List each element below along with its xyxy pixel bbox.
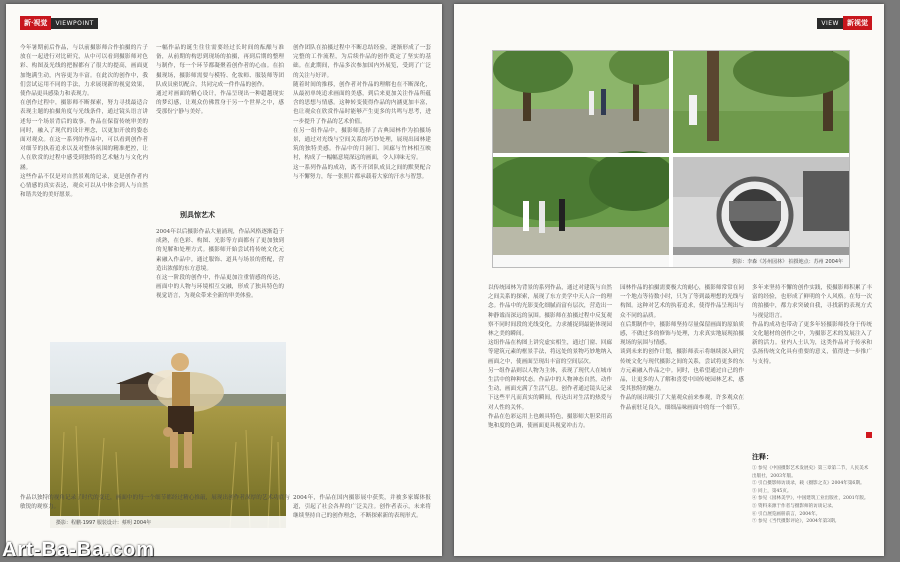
- photo-caption-left: 摄影：程鹏·1997 服装设计：蔡明 2004年: [50, 516, 286, 528]
- note-item: ② 引自摄影师访谈录，载《摄影之友》2004年第6期。: [752, 481, 865, 487]
- magazine-logo: [20, 16, 98, 30]
- note-item: ③ 同上，第45页。: [752, 488, 792, 494]
- text-column-3: 创作团队在拍摄过程中不断总结经验，逐渐形成了一套完整的工作流程，为后续作品的创作奠定了坚实的基础。在此期间，作品多次参加国内外展览，受到了广泛的关注与好评。 随着时间的推移，创作者对作品的理解也在不断深化，从最初单纯追求画面的美感，到后来更加关注作品所蕴含的思想与情感。这种转变使得作品的内涵更加丰富，也让观众在欣赏作品时能够产生更多的共鸣与思考，进一步提升了作品的艺术价值。 在另一组作品中，摄影师选择了古典园林作为拍摄场景，通过对光线与空间关系的巧妙处理，展现出园林建筑的独特美感。作品中的月洞门、回廊与竹林相互映衬，构成了一幅幅意境深远的画面，令人回味无穷。 这一系列作品的成功，离不开团队成员之间的默契配合与不懈努力，每一张照片都承载着大家的汗水与智慧。: [293, 45, 431, 180]
- logo-dark-block: VIEWPOINT: [51, 18, 97, 29]
- note-item: ① 参见《中国摄影艺术发展史》第三章第二节，人民美术出版社，2003年版。: [752, 466, 869, 479]
- notes-title: 注释：: [752, 453, 773, 461]
- notes-box: [752, 452, 872, 526]
- logo-dark-block-right: VIEW: [817, 18, 843, 29]
- right-text-column-2: 园林作品的拍摄需要极大的耐心，摄影师常常在同一个地点等待数小时，只为了等到最理想的光线与构图。这种对艺术的执着追求，使得作品呈现出与众不同的品质。 在后期制作中，摄影师坚持尽量保留画面的原始质感，不做过多的修饰与处理，力求真实地展现拍摄现场的氛围与情感。 谈到未来的创作计划，摄影师表示将继续深入研究传统文化与现代摄影之间的关系，尝试将更多的东方元素融入作品之中。同时，也希望通过自己的作品，让更多的人了解和喜爱中国传统园林艺术，感受其独特的魅力。 作品的展出吸引了大量观众前来参观，许多观众在作品前驻足良久，细细品味画面中的每一个细节。: [620, 285, 744, 411]
- note-item: ⑥ 引自展览画册前言，2004年。: [752, 511, 821, 517]
- text-column-1-bottom: 作品以独特的视角记录了时代的变迁，画面中的每一个细节都经过精心推敲，展现出创作者深厚的艺术功底与敏锐的观察力。: [20, 495, 290, 511]
- garden-photo-grid: [492, 50, 850, 268]
- photo-caption-right: 摄影：李森《苏州园林》 拍摄地点：苏州 2004年: [493, 255, 849, 267]
- garden-photos-illustration: [493, 51, 849, 267]
- end-mark: [866, 432, 872, 438]
- logo-red-block: 新·视觉: [20, 16, 51, 30]
- section-heading: 别具惊艺术: [180, 211, 215, 219]
- text-column-2-lower: 2004年以后摄影作品大量涌现，作品风格逐渐趋于成熟，在色彩、构图、光影等方面都有了更加独到的见解和处理方式。摄影师开始尝试将传统文化元素融入作品中，通过服饰、道具与场景的搭配，营造出浓郁的东方意境。 在这一阶段的创作中，作品更加注重情感的传达，画面中的人物与环境相互交融，形成了独具特色的视觉语言，为观众带来全新的审美体验。: [156, 229, 284, 300]
- text-column-2: 一幅作品的诞生往往需要经过长时间的酝酿与准备，从前期的构思到现场的拍摄，再到后期的整理与制作，每一个环节都凝聚着创作者的心血。在拍摄现场，摄影师需要与模特、化妆师、服装师等团队成员密切配合，共同完成一件作品的创作。 通过对画面的精心设计，作品呈现出一种超越现实的梦幻感，让观众仿佛置身于另一个世界之中，感受那份宁静与美好。: [156, 45, 284, 116]
- right-page: [454, 4, 884, 556]
- note-item: ⑦ 参见《当代摄影评论》，2004年第3期。: [752, 519, 840, 525]
- right-text-column-3: 多年来坚持不懈的创作实践，使摄影师积累了丰富的经验，也形成了鲜明的个人风格。在每一次的拍摄中，都力求突破自我，寻找新的表现方式与视觉语言。 作品的成功也带动了更多年轻摄影师投身于传统文化题材的创作之中，为摄影艺术的发展注入了新的活力。业内人士认为，这类作品对于传承和弘扬传统文化具有重要的意义，值得进一步推广与支持。: [752, 285, 872, 365]
- right-text-column-1: 以传统园林为背景的系列作品，通过对建筑与自然之间关系的探索，展现了东方美学中天人合一的理念。作品中的光影变化细腻而富有层次，营造出一种静谧而深远的氛围。摄影师在拍摄过程中反复观察不同时间段的光线变化，力求捕捉到最能体现园林之美的瞬间。 这组作品在构图上讲究虚实相生，通过门窗、回廊等建筑元素的框景手法，将远处的景物巧妙地纳入画面之中，使画面呈现出丰富的空间层次。 另一组作品则以人物为主体，表现了现代人在城市生活中的种种状态。作品中的人物神态自然，动作生动，画面充满了生活气息。创作者通过镜头记录下这些平凡而真实的瞬间，传达出对生活的热爱与对人性的关怀。 作品在色彩运用上也颇具特色，摄影师大胆采用高饱和度的色调，使画面更具视觉冲击力。: [488, 285, 612, 430]
- note-item: ④ 参见《园林美学》，中国建筑工业出版社，2001年版。: [752, 496, 869, 502]
- left-page: [6, 4, 442, 556]
- text-column-3-bottom: 2004年，作品在国内摄影展中获奖，并被多家媒体报道，引起了社会各界的广泛关注。创作者表示，未来将继续坚持自己的创作理念，不断探索新的表现形式。: [293, 495, 431, 520]
- note-item: ⑤ 资料来源于作者与摄影师的访谈记录。: [752, 503, 837, 509]
- text-column-1: 今年暑期前后作品，与以前摄影师合作拍摄的片子放在一起进行对比研究，从中可以看到摄影师对色彩、构图及光线的把握都有了很大的提高，画面更加饱满生动，内容更为丰富。在此次的创作中，我们尝试运用不同的手法，力求展现新的视觉效果，使作品更具感染力和表现力。 在创作过程中，摄影师不断探索，努力寻找最适合表现主题的拍摄角度与光线条件，通过镜头语言讲述每一个场景背后的故事。作品在保留传统审美的同时，融入了现代的设计理念，以更加开放的姿态面对观众。在这一系列的作品中，可以看到创作者对细节的执着追求以及对整体氛围的精准把控，让人在欣赏的过程中感受到独特的艺术魅力与文化内涵。 这些作品不仅是对自然景观的记录，更是创作者内心情感的真实表达，观众可以从中体会到人与自然和谐共处的美好愿景。: [20, 45, 148, 199]
- magazine-logo-right: [817, 16, 872, 30]
- logo-red-block-right: 新视觉: [843, 16, 872, 30]
- site-watermark: Art-Ba-Ba.com: [2, 539, 156, 561]
